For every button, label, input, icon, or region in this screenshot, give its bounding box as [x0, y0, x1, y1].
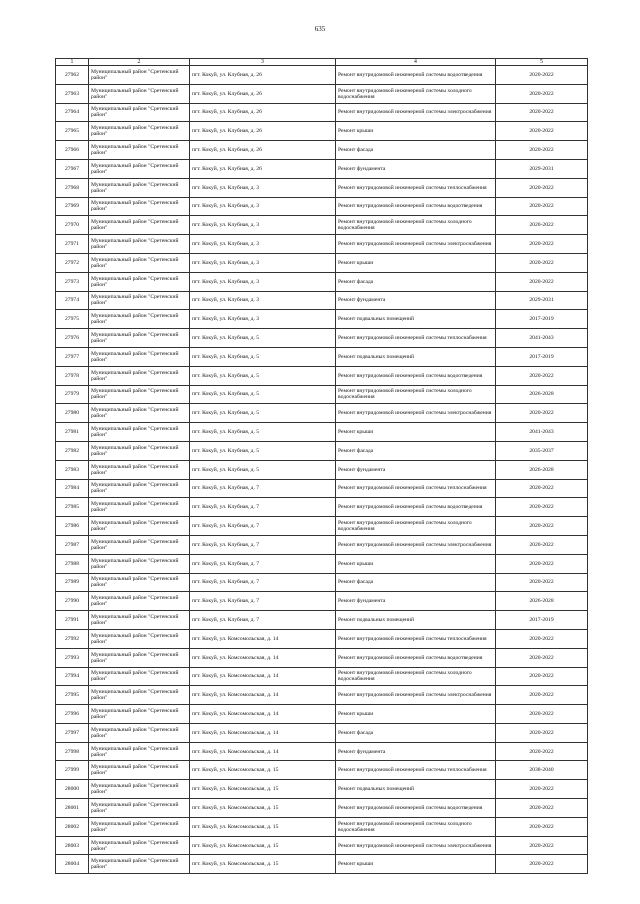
table-row: [56, 517, 588, 536]
work-type-cell: Ремонт внутридомовой инженерной системы холодного водоснабжения: [336, 517, 496, 536]
row-number: 27996: [56, 705, 89, 724]
row-number: 27998: [56, 742, 89, 761]
address-cell: пгт. Кокуй, ул. Клубная, д. 7: [190, 611, 336, 630]
work-type-cell: Ремонт подвальных помещений: [336, 780, 496, 799]
municipality-cell: Муниципальный район "Сретенский район": [89, 799, 190, 818]
row-number: 28000: [56, 780, 89, 799]
address-cell: пгт. Кокуй, ул. Клубная, д. 26: [190, 122, 336, 141]
municipality-cell: Муниципальный район "Сретенский район": [89, 723, 190, 742]
municipality-cell: Муниципальный район "Сретенский район": [89, 460, 190, 479]
table-row: [56, 799, 588, 818]
work-type-cell: Ремонт внутридомовой инженерной системы водоотведения: [336, 498, 496, 517]
table-row: [56, 291, 588, 310]
municipality-cell: Муниципальный район "Сретенский район": [89, 385, 190, 404]
row-number: 27994: [56, 667, 89, 686]
address-cell: пгт. Кокуй, ул. Клубная, д. 7: [190, 498, 336, 517]
municipality-cell: Муниципальный район "Сретенский район": [89, 705, 190, 724]
period-cell: 2035-2037: [496, 441, 588, 460]
municipality-cell: Муниципальный район "Сретенский район": [89, 554, 190, 573]
address-cell: пгт. Кокуй, ул. Клубная, д. 5: [190, 347, 336, 366]
row-number: 27995: [56, 686, 89, 705]
address-cell: пгт. Кокуй, ул. Клубная, д. 3: [190, 272, 336, 291]
row-number: 27990: [56, 592, 89, 611]
municipality-cell: Муниципальный район "Сретенский район": [89, 216, 190, 235]
table-row: [56, 780, 588, 799]
work-type-cell: Ремонт внутридомовой инженерной системы водоотведения: [336, 366, 496, 385]
work-type-cell: Ремонт фундамента: [336, 159, 496, 178]
work-type-cell: Ремонт внутридомовой инженерной системы водоотведения: [336, 197, 496, 216]
municipality-cell: Муниципальный район "Сретенский район": [89, 366, 190, 385]
work-type-cell: Ремонт внутридомовой инженерной системы электроснабжения: [336, 404, 496, 423]
table-row: [56, 385, 588, 404]
address-cell: пгт. Кокуй, ул. Комсомольская, д. 14: [190, 742, 336, 761]
address-cell: пгт. Кокуй, ул. Комсомольская, д. 14: [190, 667, 336, 686]
period-cell: 2017-2019: [496, 611, 588, 630]
work-type-cell: Ремонт фасада: [336, 141, 496, 160]
address-cell: пгт. Кокуй, ул. Клубная, д. 5: [190, 385, 336, 404]
address-cell: пгт. Кокуй, ул. Клубная, д. 5: [190, 404, 336, 423]
work-type-cell: Ремонт фасада: [336, 441, 496, 460]
table-row: [56, 159, 588, 178]
table-row: [56, 573, 588, 592]
period-cell: 2020-2022: [496, 253, 588, 272]
period-cell: 2020-2022: [496, 817, 588, 836]
work-type-cell: Ремонт внутридомовой инженерной системы водоотведения: [336, 66, 496, 85]
column-number: 4: [336, 59, 496, 66]
table-row: [56, 122, 588, 141]
table-row: [56, 592, 588, 611]
row-number: 27976: [56, 329, 89, 348]
municipality-cell: Муниципальный район "Сретенский район": [89, 197, 190, 216]
table-row: [56, 611, 588, 630]
period-cell: 2020-2022: [496, 197, 588, 216]
period-cell: 2020-2022: [496, 141, 588, 160]
table-row: [56, 648, 588, 667]
municipality-cell: Муниципальный район "Сретенский район": [89, 498, 190, 517]
work-type-cell: Ремонт подвальных помещений: [336, 611, 496, 630]
row-number: 27973: [56, 272, 89, 291]
table-row: [56, 347, 588, 366]
table-row: [56, 253, 588, 272]
column-number: 5: [496, 59, 588, 66]
row-number: 27987: [56, 535, 89, 554]
column-number: 3: [190, 59, 336, 66]
period-cell: 2020-2022: [496, 122, 588, 141]
row-number: 27988: [56, 554, 89, 573]
period-cell: 2041-2043: [496, 423, 588, 442]
row-number: 27977: [56, 347, 89, 366]
row-number: 27964: [56, 103, 89, 122]
row-number: 27985: [56, 498, 89, 517]
table-row: [56, 817, 588, 836]
address-cell: пгт. Кокуй, ул. Комсомольская, д. 15: [190, 836, 336, 855]
period-cell: 2026-2028: [496, 592, 588, 611]
column-number: 1: [56, 59, 89, 66]
table-row: [56, 855, 588, 874]
work-type-cell: Ремонт фасада: [336, 723, 496, 742]
table-row: [56, 235, 588, 254]
municipality-cell: Муниципальный район "Сретенский район": [89, 648, 190, 667]
address-cell: пгт. Кокуй, ул. Клубная, д. 26: [190, 66, 336, 85]
period-cell: 2038-2040: [496, 761, 588, 780]
row-number: 27972: [56, 253, 89, 272]
period-cell: 2017-2019: [496, 347, 588, 366]
work-type-cell: Ремонт фасада: [336, 272, 496, 291]
municipality-cell: Муниципальный район "Сретенский район": [89, 535, 190, 554]
address-cell: пгт. Кокуй, ул. Клубная, д. 7: [190, 517, 336, 536]
period-cell: 2020-2022: [496, 855, 588, 874]
work-type-cell: Ремонт крыши: [336, 423, 496, 442]
repair-schedule-table: [55, 58, 588, 874]
table-row: [56, 272, 588, 291]
row-number: 27969: [56, 197, 89, 216]
work-type-cell: Ремонт внутридомовой инженерной системы электроснабжения: [336, 235, 496, 254]
work-type-cell: Ремонт подвальных помещений: [336, 347, 496, 366]
row-number: 27968: [56, 178, 89, 197]
work-type-cell: Ремонт фасада: [336, 573, 496, 592]
period-cell: 2020-2022: [496, 780, 588, 799]
page-number: 635: [314, 25, 326, 33]
address-cell: пгт. Кокуй, ул. Клубная, д. 7: [190, 573, 336, 592]
row-number: 27963: [56, 84, 89, 103]
row-number: 27970: [56, 216, 89, 235]
municipality-cell: Муниципальный район "Сретенский район": [89, 310, 190, 329]
work-type-cell: Ремонт крыши: [336, 705, 496, 724]
municipality-cell: Муниципальный район "Сретенский район": [89, 66, 190, 85]
table-row: [56, 404, 588, 423]
municipality-cell: Муниципальный район "Сретенский район": [89, 667, 190, 686]
municipality-cell: Муниципальный район "Сретенский район": [89, 573, 190, 592]
address-cell: пгт. Кокуй, ул. Клубная, д. 3: [190, 310, 336, 329]
address-cell: пгт. Кокуй, ул. Комсомольская, д. 15: [190, 817, 336, 836]
table-row: [56, 629, 588, 648]
row-number: 27974: [56, 291, 89, 310]
table-row: [56, 366, 588, 385]
row-number: 28003: [56, 836, 89, 855]
table-row: [56, 686, 588, 705]
address-cell: пгт. Кокуй, ул. Клубная, д. 3: [190, 178, 336, 197]
period-cell: 2017-2019: [496, 310, 588, 329]
table-row: [56, 535, 588, 554]
municipality-cell: Муниципальный район "Сретенский район": [89, 517, 190, 536]
row-number: 27999: [56, 761, 89, 780]
period-cell: 2020-2022: [496, 366, 588, 385]
period-cell: 2020-2022: [496, 629, 588, 648]
address-cell: пгт. Кокуй, ул. Клубная, д. 3: [190, 291, 336, 310]
municipality-cell: Муниципальный район "Сретенский район": [89, 836, 190, 855]
address-cell: пгт. Кокуй, ул. Клубная, д. 7: [190, 479, 336, 498]
municipality-cell: Муниципальный район "Сретенский район": [89, 103, 190, 122]
table-row: [56, 66, 588, 85]
work-type-cell: Ремонт крыши: [336, 253, 496, 272]
municipality-cell: Муниципальный район "Сретенский район": [89, 84, 190, 103]
address-cell: пгт. Кокуй, ул. Клубная, д. 26: [190, 84, 336, 103]
address-cell: пгт. Кокуй, ул. Клубная, д. 3: [190, 253, 336, 272]
row-number: 27978: [56, 366, 89, 385]
work-type-cell: Ремонт крыши: [336, 855, 496, 874]
period-cell: 2041-2043: [496, 329, 588, 348]
period-cell: 2020-2022: [496, 573, 588, 592]
period-cell: 2020-2022: [496, 836, 588, 855]
work-type-cell: Ремонт внутридомовой инженерной системы электроснабжения: [336, 535, 496, 554]
period-cell: 2020-2022: [496, 272, 588, 291]
table-row: [56, 329, 588, 348]
table-body: [56, 59, 588, 874]
row-number: 27971: [56, 235, 89, 254]
table-row: [56, 460, 588, 479]
table-row: [56, 310, 588, 329]
period-cell: 2020-2022: [496, 723, 588, 742]
municipality-cell: Муниципальный район "Сретенский район": [89, 141, 190, 160]
address-cell: пгт. Кокуй, ул. Клубная, д. 3: [190, 235, 336, 254]
row-number: 27997: [56, 723, 89, 742]
work-type-cell: Ремонт внутридомовой инженерной системы теплоснабжения: [336, 761, 496, 780]
address-cell: пгт. Кокуй, ул. Клубная, д. 5: [190, 441, 336, 460]
period-cell: 2020-2022: [496, 799, 588, 818]
table-row: [56, 836, 588, 855]
work-type-cell: Ремонт крыши: [336, 554, 496, 573]
address-cell: пгт. Кокуй, ул. Клубная, д. 7: [190, 535, 336, 554]
work-type-cell: Ремонт внутридомовой инженерной системы водоотведения: [336, 799, 496, 818]
period-cell: 2020-2022: [496, 686, 588, 705]
work-type-cell: Ремонт фундамента: [336, 592, 496, 611]
work-type-cell: Ремонт внутридомовой инженерной системы электроснабжения: [336, 686, 496, 705]
row-number: 27982: [56, 441, 89, 460]
work-type-cell: Ремонт внутридомовой инженерной системы холодного водоснабжения: [336, 667, 496, 686]
period-cell: 2020-2022: [496, 84, 588, 103]
column-number-row: [56, 59, 588, 66]
municipality-cell: Муниципальный район "Сретенский район": [89, 122, 190, 141]
municipality-cell: Муниципальный район "Сретенский район": [89, 347, 190, 366]
table-row: [56, 84, 588, 103]
municipality-cell: Муниципальный район "Сретенский район": [89, 686, 190, 705]
row-number: 28001: [56, 799, 89, 818]
municipality-cell: Муниципальный район "Сретенский район": [89, 423, 190, 442]
work-type-cell: Ремонт внутридомовой инженерной системы холодного водоснабжения: [336, 385, 496, 404]
period-cell: 2029-2031: [496, 291, 588, 310]
period-cell: 2020-2022: [496, 648, 588, 667]
period-cell: 2020-2022: [496, 742, 588, 761]
address-cell: пгт. Кокуй, ул. Клубная, д. 7: [190, 592, 336, 611]
table-row: [56, 742, 588, 761]
municipality-cell: Муниципальный район "Сретенский район": [89, 780, 190, 799]
period-cell: 2029-2031: [496, 159, 588, 178]
period-cell: 2020-2022: [496, 103, 588, 122]
work-type-cell: Ремонт внутридомовой инженерной системы теплоснабжения: [336, 479, 496, 498]
row-number: 27991: [56, 611, 89, 630]
table-row: [56, 554, 588, 573]
address-cell: пгт. Кокуй, ул. Клубная, д. 3: [190, 197, 336, 216]
period-cell: 2020-2022: [496, 535, 588, 554]
table-row: [56, 423, 588, 442]
work-type-cell: Ремонт внутридомовой инженерной системы холодного водоснабжения: [336, 216, 496, 235]
address-cell: пгт. Кокуй, ул. Комсомольская, д. 14: [190, 629, 336, 648]
address-cell: пгт. Кокуй, ул. Комсомольская, д. 14: [190, 723, 336, 742]
row-number: 27967: [56, 159, 89, 178]
address-cell: пгт. Кокуй, ул. Клубная, д. 26: [190, 141, 336, 160]
row-number: 27981: [56, 423, 89, 442]
period-cell: 2020-2022: [496, 554, 588, 573]
municipality-cell: Муниципальный район "Сретенский район": [89, 404, 190, 423]
period-cell: 2020-2022: [496, 216, 588, 235]
work-type-cell: Ремонт фундамента: [336, 460, 496, 479]
work-type-cell: Ремонт внутридомовой инженерной системы холодного водоснабжения: [336, 817, 496, 836]
municipality-cell: Муниципальный район "Сретенский район": [89, 817, 190, 836]
period-cell: 2020-2022: [496, 178, 588, 197]
row-number: 28004: [56, 855, 89, 874]
row-number: 27993: [56, 648, 89, 667]
address-cell: пгт. Кокуй, ул. Клубная, д. 5: [190, 423, 336, 442]
row-number: 27979: [56, 385, 89, 404]
table-row: [56, 479, 588, 498]
municipality-cell: Муниципальный район "Сретенский район": [89, 291, 190, 310]
address-cell: пгт. Кокуй, ул. Клубная, д. 3: [190, 216, 336, 235]
table-row: [56, 498, 588, 517]
work-type-cell: Ремонт внутридомовой инженерной системы холодного водоснабжения: [336, 84, 496, 103]
work-type-cell: Ремонт подвальных помещений: [336, 310, 496, 329]
municipality-cell: Муниципальный район "Сретенский район": [89, 441, 190, 460]
address-cell: пгт. Кокуй, ул. Комсомольская, д. 14: [190, 648, 336, 667]
table-row: [56, 216, 588, 235]
row-number: 27992: [56, 629, 89, 648]
address-cell: пгт. Кокуй, ул. Клубная, д. 5: [190, 460, 336, 479]
period-cell: 2020-2022: [496, 705, 588, 724]
work-type-cell: Ремонт внутридомовой инженерной системы теплоснабжения: [336, 629, 496, 648]
municipality-cell: Муниципальный район "Сретенский район": [89, 329, 190, 348]
table-row: [56, 705, 588, 724]
address-cell: пгт. Кокуй, ул. Комсомольская, д. 15: [190, 761, 336, 780]
address-cell: пгт. Кокуй, ул. Клубная, д. 5: [190, 366, 336, 385]
row-number: 27984: [56, 479, 89, 498]
address-cell: пгт. Кокуй, ул. Комсомольская, д. 14: [190, 705, 336, 724]
table-row: [56, 761, 588, 780]
work-type-cell: Ремонт фундамента: [336, 291, 496, 310]
address-cell: пгт. Кокуй, ул. Клубная, д. 5: [190, 329, 336, 348]
municipality-cell: Муниципальный район "Сретенский район": [89, 629, 190, 648]
row-number: 27986: [56, 517, 89, 536]
municipality-cell: Муниципальный район "Сретенский район": [89, 159, 190, 178]
period-cell: 2026-2028: [496, 385, 588, 404]
table-row: [56, 197, 588, 216]
municipality-cell: Муниципальный район "Сретенский район": [89, 272, 190, 291]
row-number: 27965: [56, 122, 89, 141]
municipality-cell: Муниципальный район "Сретенский район": [89, 611, 190, 630]
period-cell: 2020-2022: [496, 66, 588, 85]
period-cell: 2026-2028: [496, 460, 588, 479]
work-type-cell: Ремонт внутридомовой инженерной системы теплоснабжения: [336, 178, 496, 197]
address-cell: пгт. Кокуй, ул. Комсомольская, д. 14: [190, 686, 336, 705]
work-type-cell: Ремонт внутридомовой инженерной системы электроснабжения: [336, 836, 496, 855]
row-number: 27966: [56, 141, 89, 160]
period-cell: 2020-2022: [496, 667, 588, 686]
table-row: [56, 441, 588, 460]
address-cell: пгт. Кокуй, ул. Клубная, д. 26: [190, 159, 336, 178]
table-row: [56, 141, 588, 160]
period-cell: 2020-2022: [496, 479, 588, 498]
period-cell: 2020-2022: [496, 517, 588, 536]
municipality-cell: Муниципальный район "Сретенский район": [89, 178, 190, 197]
municipality-cell: Муниципальный район "Сретенский район": [89, 761, 190, 780]
column-number: 2: [89, 59, 190, 66]
row-number: 27983: [56, 460, 89, 479]
municipality-cell: Муниципальный район "Сретенский район": [89, 479, 190, 498]
address-cell: пгт. Кокуй, ул. Клубная, д. 7: [190, 554, 336, 573]
address-cell: пгт. Кокуй, ул. Клубная, д. 26: [190, 103, 336, 122]
period-cell: 2020-2022: [496, 498, 588, 517]
municipality-cell: Муниципальный район "Сретенский район": [89, 235, 190, 254]
work-type-cell: Ремонт внутридомовой инженерной системы электроснабжения: [336, 103, 496, 122]
row-number: 27989: [56, 573, 89, 592]
period-cell: 2020-2022: [496, 235, 588, 254]
period-cell: 2020-2022: [496, 404, 588, 423]
row-number: 27962: [56, 66, 89, 85]
municipality-cell: Муниципальный район "Сретенский район": [89, 592, 190, 611]
municipality-cell: Муниципальный район "Сретенский район": [89, 253, 190, 272]
table-row: [56, 723, 588, 742]
table-row: [56, 103, 588, 122]
address-cell: пгт. Кокуй, ул. Комсомольская, д. 15: [190, 799, 336, 818]
row-number: 28002: [56, 817, 89, 836]
municipality-cell: Муниципальный район "Сретенский район": [89, 742, 190, 761]
address-cell: пгт. Кокуй, ул. Комсомольская, д. 15: [190, 780, 336, 799]
municipality-cell: Муниципальный район "Сретенский район": [89, 855, 190, 874]
work-type-cell: Ремонт фундамента: [336, 742, 496, 761]
row-number: 27980: [56, 404, 89, 423]
table-row: [56, 667, 588, 686]
work-type-cell: Ремонт крыши: [336, 122, 496, 141]
work-type-cell: Ремонт внутридомовой инженерной системы теплоснабжения: [336, 329, 496, 348]
address-cell: пгт. Кокуй, ул. Комсомольская, д. 15: [190, 855, 336, 874]
row-number: 27975: [56, 310, 89, 329]
table-row: [56, 178, 588, 197]
work-type-cell: Ремонт внутридомовой инженерной системы водоотведения: [336, 648, 496, 667]
